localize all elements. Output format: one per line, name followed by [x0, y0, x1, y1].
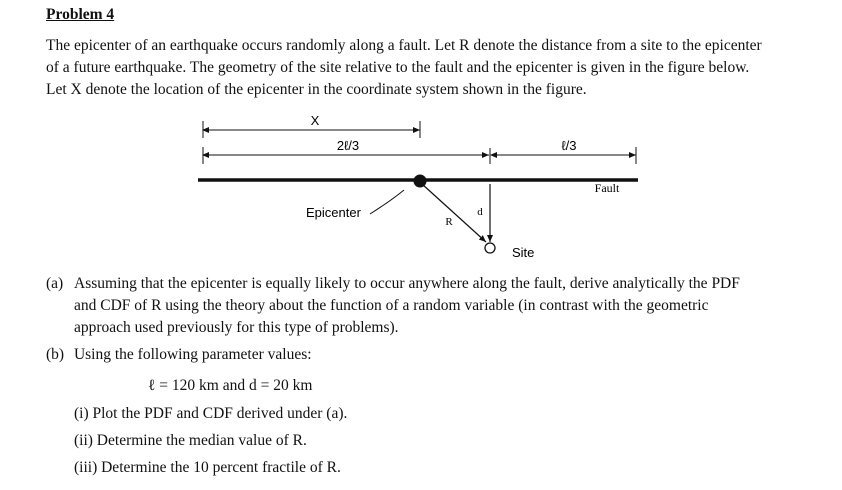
intro-line-2: of a future earthquake. The geometry of the site relative to the fault and the epicenter is given in the figure below.: [46, 59, 750, 76]
problem-title: Problem 4: [46, 6, 115, 23]
part-b-item-iii: (iii) Determine the 10 percent fractile of R.: [74, 459, 341, 476]
parameter-values: ℓ = 120 km and d = 20 km: [148, 377, 313, 394]
site-label: Site: [512, 245, 535, 260]
part-b-item-i: (i) Plot the PDF and CDF derived under (a).: [74, 405, 348, 422]
intro-line-3: Let X denote the location of the epicenter in the coordinate system shown in the figure.: [46, 81, 587, 98]
d-label: d: [477, 206, 483, 218]
r-label: R: [445, 216, 453, 228]
site-marker: [485, 243, 495, 253]
x-label: X: [310, 113, 320, 128]
intro-line-1: The epicenter of an earthquake occurs randomly along a fault. Let R denote the distance from a site to the epicenter: [46, 37, 762, 54]
part-a-label: (a): [46, 275, 64, 292]
part-a-line-1: Assuming that the epicenter is equally likely to occur anywhere along the fault, derive analytically the PDF: [74, 275, 740, 292]
part-a-line-3: approach used previously for this type of problems).: [74, 319, 399, 336]
epicenter-leader-line: [370, 190, 404, 214]
part-a-line-2: and CDF of R using the theory about the function of a random variable (in contrast with the geometric: [74, 297, 709, 314]
one-third-label: ℓ/3: [561, 138, 577, 153]
fault-label: Fault: [594, 181, 620, 195]
part-b-item-ii: (ii) Determine the median value of R.: [74, 432, 307, 449]
epicenter-label: Epicenter: [306, 205, 361, 220]
part-a-text: [74, 273, 796, 339]
part-b-label: (b): [46, 346, 65, 363]
two-thirds-label: 2ℓ/3: [336, 138, 360, 153]
part-b-text: Using the following parameter values:: [73, 346, 312, 363]
part-b: [46, 346, 312, 364]
